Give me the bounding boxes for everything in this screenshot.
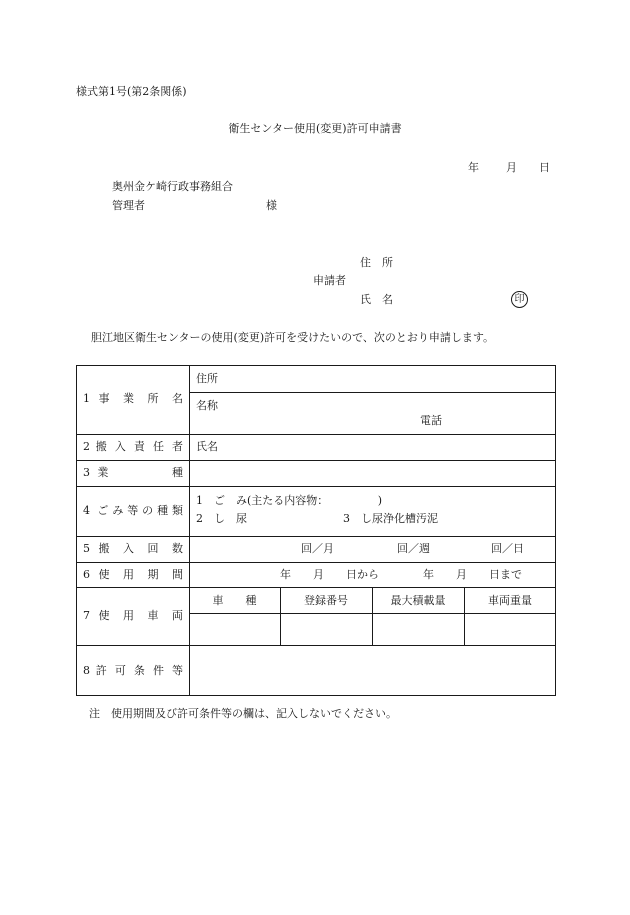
row-label-industry: 3 業 種 — [83, 466, 183, 479]
recipient-org: 奥州金ケ崎行政事務組合 — [112, 180, 233, 193]
label-column-divider — [189, 366, 190, 695]
waste-option-septic-sludge: 3 し尿浄化槽汚泥 — [343, 512, 438, 525]
business-name-label: 名称 — [196, 399, 218, 412]
applicant-label: 申請者 — [313, 274, 346, 287]
row-label-responsible: 2 搬 入 責 任 者 — [83, 440, 183, 453]
row-divider — [77, 486, 555, 487]
vehicle-header-weight: 車両重量 — [488, 594, 532, 607]
date-year-label: 年 — [468, 161, 479, 174]
row-divider — [77, 562, 555, 563]
recipient-role: 管理者 — [112, 199, 145, 212]
waste-option-night-soil: 2 し 尿 — [196, 512, 247, 525]
responsible-name-label: 氏名 — [196, 440, 218, 453]
applicant-address-label: 住 所 — [360, 256, 393, 269]
row-label-frequency: 5 搬 入 回 数 — [83, 542, 183, 555]
document-title: 衛生センター使用(変更)許可申請書 — [228, 122, 402, 135]
date-month-label: 月 — [506, 161, 517, 174]
row-divider — [77, 434, 555, 435]
business-phone-label: 電話 — [420, 414, 442, 427]
business-address-label: 住所 — [196, 372, 218, 385]
row-divider — [77, 587, 555, 588]
row-label-business: 1 事 業 所 名 — [83, 392, 183, 405]
frequency-per-day: 回／日 — [491, 542, 524, 555]
vehicle-header-type: 車 種 — [212, 594, 257, 607]
period-to: 年 月 日まで — [423, 568, 522, 581]
seal-mark: 印 — [511, 291, 528, 308]
row-divider — [77, 536, 555, 537]
waste-option-garbage: 1 ご み(主たる内容物： ) — [196, 494, 383, 507]
period-from: 年 月 日から — [280, 568, 379, 581]
intro-statement: 胆江地区衛生センターの使用(変更)許可を受けたいので、次のとおり申請します。 — [91, 331, 495, 344]
row-divider — [77, 645, 555, 646]
row-label-waste-type: 4 ごみ等の種類 — [83, 504, 183, 517]
row-divider — [77, 460, 555, 461]
frequency-per-month: 回／月 — [301, 542, 334, 555]
honorific: 様 — [266, 199, 277, 212]
date-day-label: 日 — [539, 161, 550, 174]
vehicle-header-registration: 登録番号 — [304, 594, 348, 607]
frequency-per-week: 回／週 — [397, 542, 430, 555]
row-label-vehicle: 7 使 用 車 両 — [83, 609, 183, 622]
applicant-name-label: 氏 名 — [360, 293, 393, 306]
application-table — [76, 365, 556, 696]
row-label-conditions: 8 許 可 条 件 等 — [83, 664, 183, 677]
row-label-period: 6 使 用 期 間 — [83, 568, 183, 581]
footnote: 注 使用期間及び許可条件等の欄は、記入しないでください。 — [89, 707, 397, 720]
form-code: 様式第1号(第2条関係) — [76, 85, 187, 98]
vehicle-header-max-load: 最大積載量 — [390, 594, 446, 607]
